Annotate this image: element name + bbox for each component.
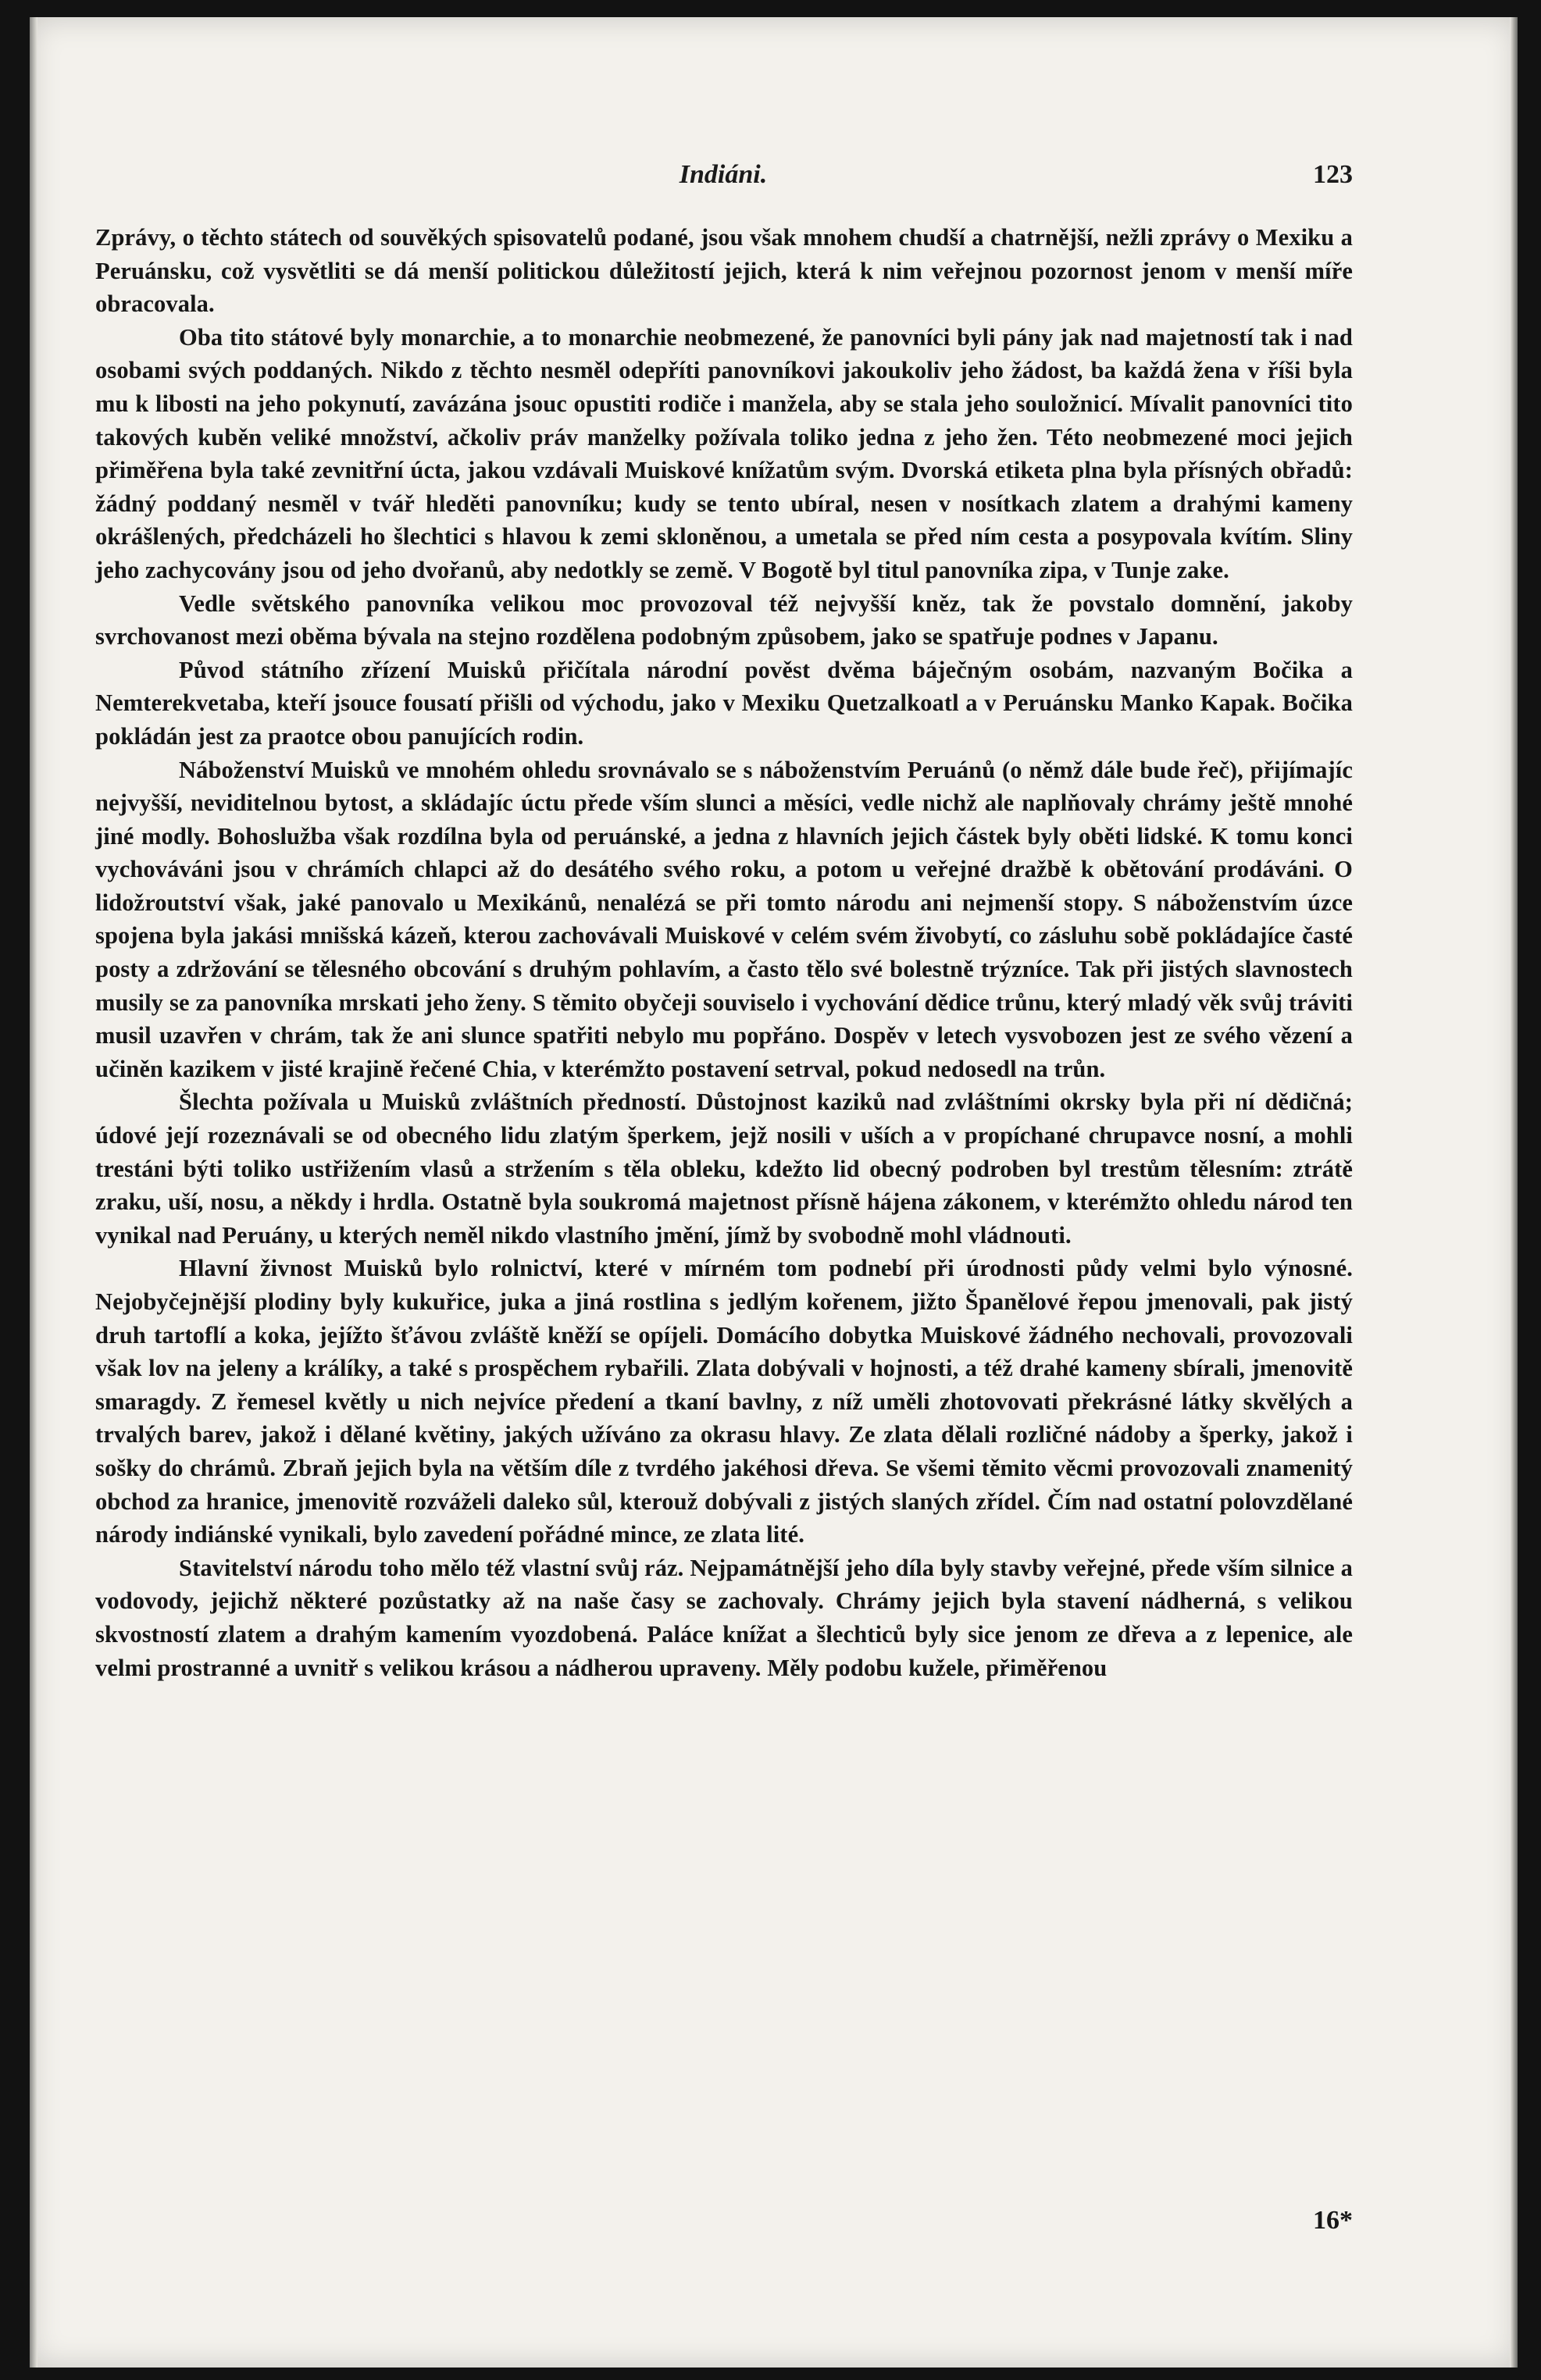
body-text <box>95 221 1353 2220</box>
running-head <box>94 156 1353 194</box>
paragraph: Zprávy, o těchto státech od souvěkých spisovatelů podané, jsou však mnohem chudší a chatrnější, nežli zprávy o Mexiku a Peruánsku, což vysvětliti se dá menší politickou důležitostí jejich, která k nim veřejnou pozornost jenom v menší míře obracovala. <box>95 224 1353 318</box>
running-title: Indiáni. <box>679 160 768 189</box>
paragraph: Stavitelství národu toho mělo též vlastní svůj ráz. Nejpamátnější jeho díla byly stavby veřejné, přede vším silnice a vodovody, jejichž některé pozůstatky až na naše časy se zachovaly. Chrámy jejich byla stavení nádherná, s velikou skvostností zlatem a drahým kamením vyozdobená. Paláce knížat a šlechticů byly sice jenom ze dřeva a z lepenice, ale velmi prostranné a uvnitř s velikou krásou a nádherou upraveny. Měly podobu kužele, přiměřenou <box>95 1554 1353 1681</box>
page-right-edge <box>1510 17 1518 2368</box>
paragraph: Oba tito státové byly monarchie, a to monarchie neobmezené, že panovníci byli pány jak nad majetností tak i nad osobami svých poddaných. Nikdo z těchto nesměl odepříti panovníkovi jakoukoliv jeho žádost, ba každá žena v říši byla mu k libosti na jeho pokynutí, zavázána jsouc opustiti rodiče i manžela, aby se stala jeho souložnicí. Mívalit panovníci tito takových kuběn veliké množství, ačkoliv práv manželky požívala toliko jedna z jeho žen. Této neobmezené moci jejich přiměřena byla také zevnitřní úcta, jakou vzdávali Muiskové knížatům svým. Dvorská etiketa plna byla přísných obřadů: žádný poddaný nesměl v tvář hleděti panovníku; kudy se tento ubíral, nesen v nosítkach zlatem a drahými kameny okrášlených, předcházeli ho šlechtici s hlavou k zemi skloněnou, a umetala se před ním cesta a posypovala kvítím. Sliny jeho zachycovány jsou od jeho dvořanů, aby nedotkly se země. V Bogotě byl titul panovníka zipa, v Tunje zake. <box>95 323 1353 583</box>
paragraph: Náboženství Muisků ve mnohém ohledu srovnávalo se s náboženstvím Peruánů (o němž dále bude řeč), přijímajíc nejvyšší, neviditelnou bytost, a skládajíc úctu přede vším slunci a měsíci, vedle nichž ale naplňovaly chrámy ještě mnohé jiné modly. Bohoslužba však rozdílna byla od peruánské, a jedna z hlavních jejich částek byly oběti lidské. K tomu konci vychováváni jsou v chrámích chlapci až do desátého svého roku, a potom u veřejné dražbě k obětování prodáváni. O lidožroutství však, jaké panovalo u Mexikánů, nenalézá se při tomto národu ani nejmenší stopy. S náboženstvím úzce spojena byla jakási mnišská kázeň, kterou zachovávali Muiskové v celém svém živobytí, co zásluhu sobě pokládajíce časté posty a zdržování se tělesného obcování s druhým pohlavím, a často tělo své bolestně trýzníce. Tak při jistých slavnostech musily se za panovníka mrskati jeho ženy. S těmito obyčeji souviselo i vychování dědice trůnu, který mladý věk svůj tráviti musil uzavřen v chrám, tak že ani slunce spatřiti nebylo mu popřáno. Dospěv v letech vysvobozen jest ze svého vězení a učiněn kazikem v jisté krajině řečené Chia, v kterémžto postavení setrval, pokud nedosedl na trůn. <box>95 756 1353 1082</box>
paragraph: Hlavní živnost Muisků bylo rolnictví, které v mírném tom podnebí při úrodnosti půdy velmi bylo výnosné. Nejobyčejnější plodiny byly kukuřice, juka a jiná rostlina s jedlým kořenem, jižto Španělové řepou jmenovali, pak jistý druh tartoflí a koka, jejížto šťávou zvláště kněží se opíjeli. Domácího dobytka Muiskové žádného nechovali, provozovali však lov na jeleny a králíky, a také s prospěchem rybařili. Zlata dobývali v hojnosti, a též drahé kameny sbírali, jmenovitě smaragdy. Z řemesel květly u nich nejvíce předení a tkaní bavlny, z níž uměli zhotovovati překrásné látky skvělých a trvalých barev, jakož i dělané květiny, jakých užíváno za okrasu hlavy. Ze zlata dělali rozličné nádoby a šperky, jakož i sošky do chrámů. Zbraň jejich byla na větším díle z tvrdého jakéhosi dřeva. Se všemi těmito věcmi provozovali znamenitý obchod za hranice, jmenovitě rozváželi daleko sůl, kterouž dobývali z jistých slaných zřídel. Čím nad ostatní polovzdělané národy indiánské vynikali, bylo zavedení pořádné mince, ze zlata lité. <box>95 1255 1353 1548</box>
signature-mark: 16* <box>1313 2206 1353 2235</box>
paragraph: Původ státního zřízení Muisků přičítala národní pověst dvěma báječným osobám, nazvaným Bočika a Nemterekvetaba, kteří jsouce fousatí přišli od východu, jako v Mexiku Quetzalkoatl a v Peruánsku Manko Kapak. Bočika pokládán jest za praotce obou panujících rodin. <box>95 656 1353 750</box>
paragraph: Vedle světského panovníka velikou moc provozoval též nejvyšší kněz, tak že povstalo domnění, jakoby svrchovanost mezi oběma bývala na stejno rozdělena podobným způsobem, jako se spatřuje podnes v Japanu. <box>95 590 1353 650</box>
page-number: 123 <box>1313 160 1353 189</box>
page-left-edge <box>30 17 37 2368</box>
paragraph: Šlechta požívala u Muisků zvláštních předností. Důstojnost kaziků nad zvláštními okrsky byla při ní dědičná; údové její rozeznávali se od obecného lidu zlatým šperkem, jejž nosili v uších a v propíchané chrupavce nosní, a mohli trestáni býti toliko ustřižením vlasů a stržením s těla obleku, kdežto lid obecný podroben byl trestům tělesním: ztrátě zraku, uší, nosu, a někdy i hrdla. Ostatně byla soukromá majetnost přísně hájena zákonem, v kterémžto ohledu národ ten vynikal nad Peruány, u kterých neměl nikdo vlastního jmění, jímž by svobodně mohl vládnouti. <box>95 1088 1353 1249</box>
